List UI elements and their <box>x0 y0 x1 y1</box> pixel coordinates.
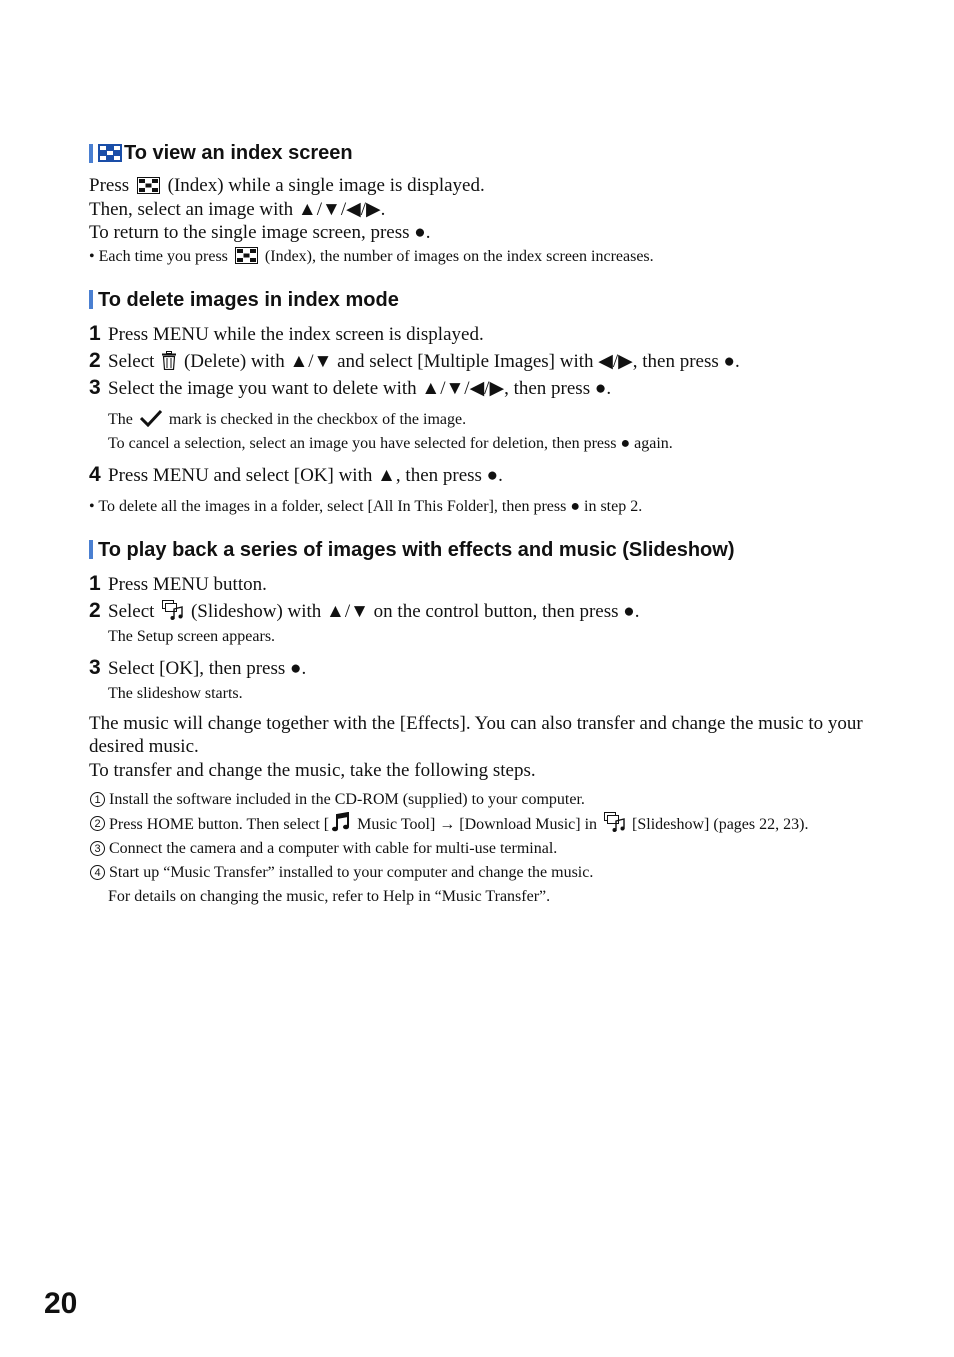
heading-bar <box>89 290 93 309</box>
step-number: 4 <box>89 462 101 486</box>
sub-step <box>89 788 889 812</box>
delete-icon <box>162 351 176 370</box>
step-item <box>89 375 889 402</box>
step-text: Select the image you want to delete with ▲/▼/◀/▶, then press ●. <box>108 377 612 399</box>
heading-text: To play back a series of images with effects and music (Slideshow) <box>98 538 735 561</box>
step-note <box>89 408 889 432</box>
step-item <box>89 598 889 625</box>
text: (Index), the number of images on the index screen increases. <box>264 247 654 265</box>
heading-bar <box>89 540 93 559</box>
step-note: The Setup screen appears. <box>108 627 276 645</box>
text: (Delete) with ▲/▼ and select [Multiple Images] with ◀/▶, then press ●. <box>183 350 740 372</box>
text: • Each time you press <box>89 247 228 265</box>
step-number: 1 <box>89 571 101 595</box>
page-number: 20 <box>44 1287 78 1320</box>
heading-text: To delete images in index mode <box>98 288 399 311</box>
sub-step-text: Connect the camera and a computer with cable for multi-use terminal. <box>109 840 558 857</box>
step-item <box>89 571 889 598</box>
body-line: Then, select an image with ▲/▼/◀/▶. <box>89 198 386 220</box>
step-text: Press MENU button. <box>108 573 267 595</box>
paragraph: The music will change together with the [Effects]. You can also transfer and change the music to your desired music. <box>89 712 863 757</box>
paragraph: To transfer and change the music, take the following steps. <box>89 759 536 781</box>
step-text <box>108 349 740 375</box>
step-note: To cancel a selection, select an image you have selected for deletion, then press ● again. <box>108 434 673 452</box>
body-line: To return to the single image screen, press ●. <box>89 222 431 243</box>
step-text: Select [OK], then press ●. <box>108 657 307 679</box>
text: Press <box>89 175 130 196</box>
slideshow-icon <box>162 600 183 620</box>
sub-step-note: For details on changing the music, refer to Help in “Music Transfer”. <box>108 888 551 905</box>
step-number: 3 <box>89 375 101 399</box>
text: Select <box>108 350 155 372</box>
sub-step-text: Install the software included in the CD-ROM (supplied) to your computer. <box>109 791 585 808</box>
section-heading-index-screen <box>89 140 889 166</box>
index-icon <box>137 177 160 194</box>
step-number: 1 <box>89 321 101 345</box>
step-item <box>89 348 889 375</box>
text: mark is checked in the checkbox of the image. <box>168 410 467 428</box>
step-number: 2 <box>89 598 101 622</box>
step-text: Press MENU while the index screen is displayed. <box>108 323 484 345</box>
heading-text: To view an index screen <box>124 142 353 164</box>
bullet-note <box>89 245 889 269</box>
text: (Slideshow) with ▲/▼ on the control button, then press ●. <box>190 600 640 622</box>
page-content <box>89 140 889 909</box>
music-note-icon <box>332 812 350 832</box>
step-note: The slideshow starts. <box>108 684 243 702</box>
text: (Index) while a single image is displayed. <box>167 175 485 196</box>
step-text: Press MENU and select [OK] with ▲, then press ●. <box>108 464 503 486</box>
text: Press HOME button. Then select [ <box>109 816 330 833</box>
step-text <box>108 599 640 625</box>
section-heading-delete <box>89 287 889 313</box>
step-item <box>89 655 889 682</box>
sub-step-number: 3 <box>90 841 105 856</box>
sub-step-text: Start up “Music Transfer” installed to your computer and change the music. <box>109 864 594 881</box>
sub-step <box>89 812 889 837</box>
text: [Slideshow] (pages 22, 23). <box>632 816 809 833</box>
heading-bar <box>89 144 93 163</box>
slideshow-icon <box>604 812 625 832</box>
sub-step-text <box>109 812 808 837</box>
text: The <box>108 410 133 428</box>
sub-step-number: 4 <box>90 865 105 880</box>
step-item <box>89 462 889 489</box>
step-number: 3 <box>89 655 101 679</box>
checkmark-icon <box>140 409 162 427</box>
body-line <box>89 174 889 198</box>
step-number: 2 <box>89 348 101 372</box>
text: Music Tool] → [Download Music] in <box>357 816 598 833</box>
index-icon <box>98 144 122 162</box>
text: Select <box>108 600 155 622</box>
sub-step-number: 2 <box>90 816 105 831</box>
sub-step <box>89 837 889 861</box>
sub-step-number: 1 <box>90 792 105 807</box>
section-heading-slideshow <box>89 537 889 563</box>
index-icon <box>235 247 258 264</box>
sub-step <box>89 861 889 885</box>
bullet-note: • To delete all the images in a folder, select [All In This Folder], then press ● in step 2. <box>89 497 643 515</box>
step-item <box>89 321 889 348</box>
